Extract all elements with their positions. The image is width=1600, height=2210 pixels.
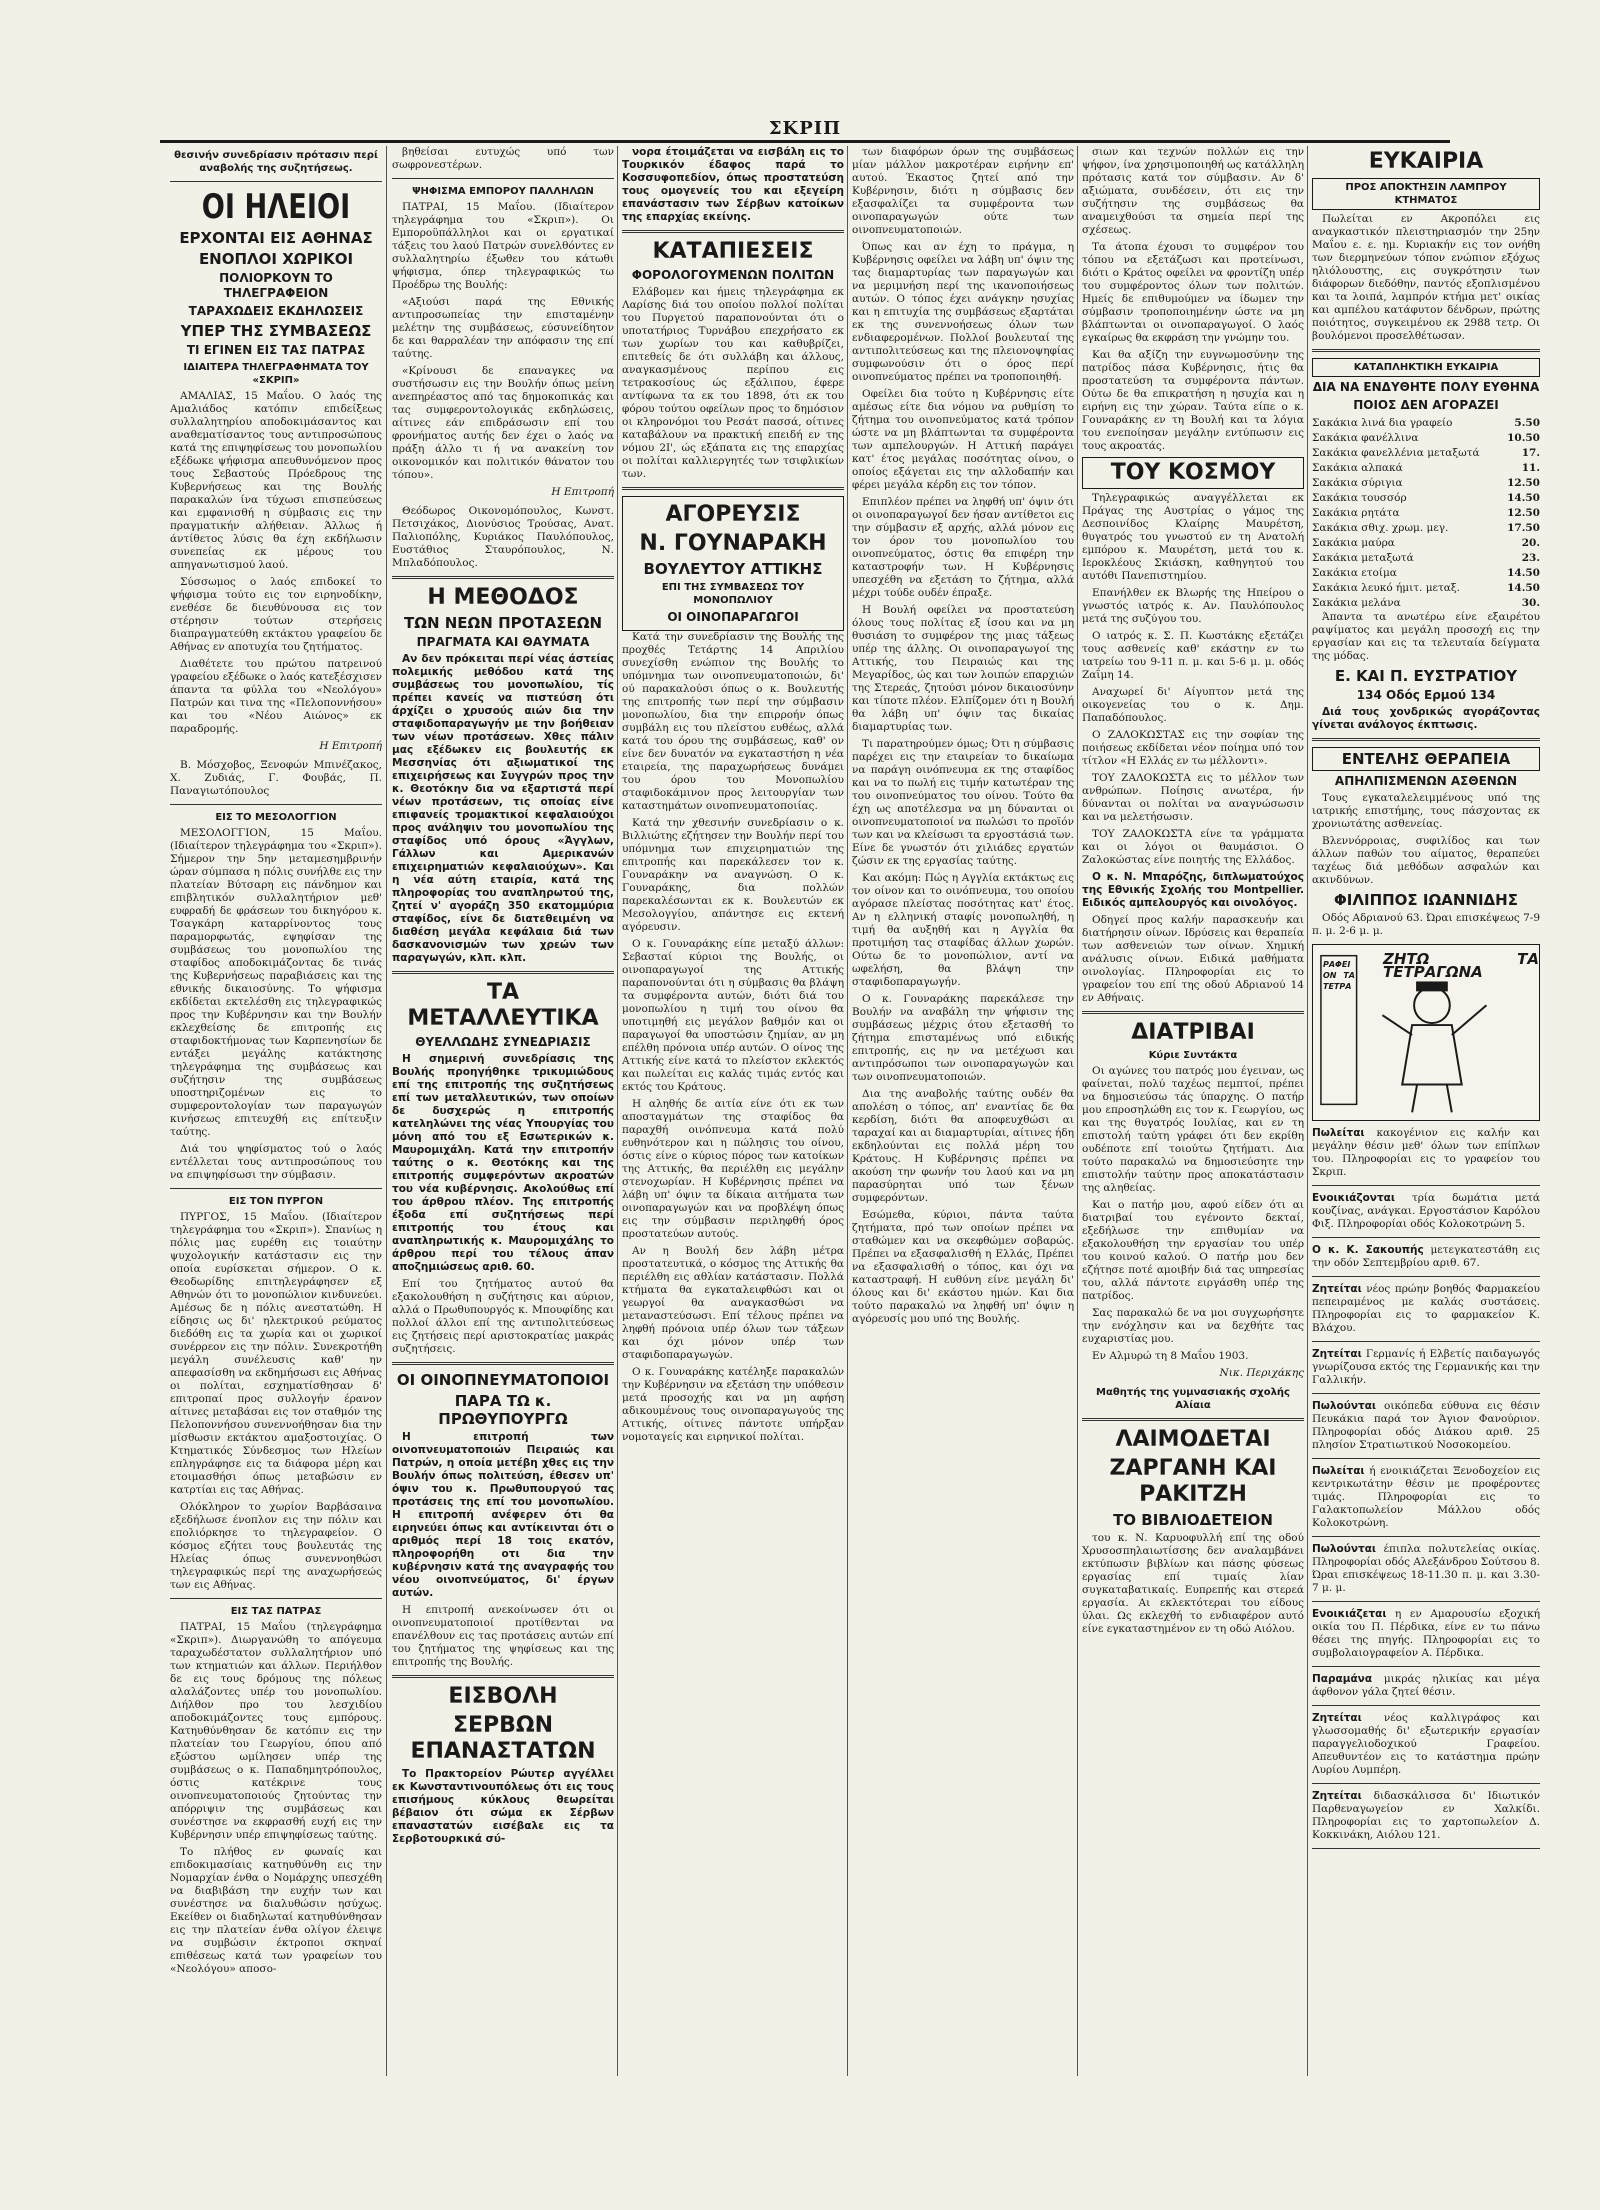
column-rule [617, 146, 618, 2076]
price-value: 14.50 [1507, 567, 1540, 579]
price-item: Σακάκια σθιχ. χρωμ. μεγ. [1312, 522, 1449, 534]
ad-text: νέος πρώην βοηθός Φαρμακείου πεπειραμένος με καλάς συστάσεις. Πληροφορίαι εις το φαρμακείον Κ. Βλάχου. [1312, 1283, 1540, 1334]
paragraph: Η αληθής δε αιτία είνε ότι εκ των αποσταγμάτων της σταφίδος θα παραχθή οινόπνευμα κατά πολύ ευθηνότερον και η πώλησις του οίνου, όστις είνε ο κύριος πόρος των κατοίκων της Αττικής, θα περιέλθη εις μεγάλην στενοχωρίαν. Η Κυβέρνησις πρέπει να λάβη υπ' όψιν τα δίκαια αιτήματα των οινοπαραγωγών και να προβλέψη όπως εις την σύμβασιν περιληφθή όρος προστατεύων αυτούς. [622, 1098, 844, 1240]
divider [1312, 1705, 1540, 1706]
paragraph: «Αξιούσι παρά της Εθνικής αντιπροσωπείας την επισταμένην μελέτην της συμβάσεως, εύσυνείδητον δε και θαρραλέαν την απόφασιν της επί ταύτης. [392, 296, 614, 360]
price-item: Σακάκια φανελλένια μεταξωτά [1312, 447, 1480, 459]
divider [1312, 738, 1540, 741]
classified-ad [1312, 1192, 1540, 1231]
ad-text: έπιπλα πολυτελείας οικίας. Πληροφορίαι οδός Αλεξάνδρου Σούτσου 8. Ώραι επισκέψεως 18-11.30 π. μ. και 3.30-7 μ. μ. [1312, 1543, 1540, 1594]
advertiser-address: 134 Οδός Ερμού 134 [1356, 688, 1496, 702]
divider [392, 178, 614, 179]
paragraph: Πωλείται εν Ακροπόλει εις αναγκαστικόν πλειστηριασμόν την 25ην Μαΐου ε. ε. ημ. Κυριακήν εις τον ονήθη των διερμηνεύων τόπον ενώπιον εξόχως ηλιόλουστης, εις συγκρότησιν των διάφορων διεδόθην, παντός εξοπλισμένου και τα λοιπά, λαμπρόν κτήμα μετ' οικίας και αμπέλου κατάφυτον δένδρων, πρώτης ποιότητος, συγκειμένου εκ 2988 τετρ. Οι βουλόμενοι προσελθέτωσαν. [1312, 213, 1540, 342]
column-rule [386, 146, 387, 2076]
signature-names: Θεόδωρος Οικονομόπουλος, Κωνστ. Πετσιχάκος, Διονύσιος Τρούσας, Ανατ. Παλιοπόλης, Κυριάκος Παυλόπουλος, Ευστάθιος Σταυρόπουλος, Ν. Μπλαδόπουλος. [392, 505, 614, 569]
price-item: Σακάκια μεταξωτά [1312, 552, 1414, 564]
subheadline: ΠΑΡΑ ΤΩ κ. ΠΡΩΘΥΠΟΥΡΓΩ [438, 1392, 568, 1428]
classified-ad [1312, 1712, 1540, 1777]
cartoon-illustration [1312, 944, 1540, 1121]
divider [1312, 1848, 1540, 1849]
paragraph: Βλεννόρροιας, συφιλίδος και των άλλων παθών του αίματος, θεραπεύει ταχέως διά μεθόδων ασφαλών και ακινδύνων. [1312, 835, 1540, 886]
paragraph: Δια της αναβολής ταύτης ουδέν θα απολέση ο τόπος, απ' εναντίας δε θα κερδίση, διότι θα αποφευχθώσι αι ταραχαί και αι διαμαρτυρίαι, αίτινες ήδη εκδηλούνται εις πολλά μέρη του Κράτους. Η Κυβέρνησις πρέπει να ακούση την φωνήν του λαού και να μη παρασύρηται υπό των ξένων συμφερόντων. [852, 1088, 1074, 1204]
divider [170, 1188, 382, 1189]
signature: Νικ. Περιχάκης [1219, 1367, 1304, 1379]
paragraph: Και ακόμη: Πώς η Αγγλία εκτάκτως εις τον οίνον και το οινόπνευμα, του οποίου αγόρασε πλείστας ποσότητας κατ' έτος. Αν η ελληνική σταφίς μονοπωληθή, η τιμή θα αυξηθή και η Αγγλία θα προτιμήση τας σταφίδας άλλων χωρών. Ούτω δε το μονοπώλιον, αντί να ωφελήση, θα βλάψη την σταφιδοπαραγωγήν. [852, 872, 1074, 988]
advertiser-name: ΦΙΛΙΠΠΟΣ ΙΩΑΝΝΙΔΗΣ [1334, 891, 1518, 909]
classified-ad [1312, 1790, 1540, 1842]
paragraph: ΑΜΑΛΙΑΣ, 15 Μαΐου. Ο λαός της Αμαλιάδος κατόπιν επιδείξεως συλλαλητηρίου αποδοκιμάσαντος και αναθεματίσαντος τους αντιπροσώπους κατά της επιψηφίσεως του μονοπωλίου εξέδωκε ψήφισμα απευθυνόμενον προς τους Σεβαστούς Πρόεδρους της Κυβερνήσεως και της Βουλής παρακαλών ίνα τύχωσι επισπεύσεως και εμφανισθή η σύμβασις εις την πραγματικήν αλήθειαν. Άλλως ή άντίθετος λύσις θα έχη εκδήλωσιν συνεπείας εκ μέρους του απηγανωτισμού λαού. [170, 390, 382, 571]
paragraph: Κατά την συνεδρίασιν της Βουλής της προχθές Τετάρτης 14 Απριλίου συνεχίσθη ενώπιον της Βουλής το υπόμνημα των οινοπνευματοποιών, δι' ού παρακαλούσι όπως ο κ. Βουλευτής της επιτροπής των περί την σύμβασιν μονοπωλίου, δια την επιρροήν όπως συμβάλη εις του πλείστου ευθέως, αλλά κατά του όρου της συμβάσεως, καθ' ον είνε δεν δυνατόν να εγκαταστήση η νέα εταιρεία, της παραχωρήσεως δυνάμει του όρου του Μονοπωλίου σταφιδοκάμινον προς λειτουργίαν των καταστημάτων οινοπνευματοποιίας. [622, 631, 844, 812]
price-item: Σακάκια λευκό ήμιτ. μεταξ. [1312, 582, 1460, 594]
divider [1312, 1666, 1540, 1667]
price-row [1312, 491, 1540, 506]
paragraph: Οδηγεί προς καλήν παρασκευήν και διατήρησιν οίνων. Ιδρύσεις και θεραπεία των ασθενειών των οίνων. Χημική ανάλυσις οίνων. Ειδικά μαθήματα οινολογίας. Πληροφορίαι εις το γραφείον του επί της οδού Αδριανού 14 εν Αθήναις. [1082, 914, 1304, 1004]
price-value: 12.50 [1507, 477, 1540, 489]
paragraph: Αν δεν πρόκειται περί νέας άστείας πολεμικής μεθόδου κατά της συμβάσεως του μονοπωλίου, τίς πρέπει κανείς να πιστεύση ότι άρχίζει ο χρυσούς αιών δια την σταφιδοπαραγωγήν με την βοήθειαν των νέων προτάσεων. Χθες πάλιν μας εξέδωκεν εις βουλευτής εκ Μεσσηνίας ότι αξιωματικοί της επιχειρήσεως και Συγγρών προς την κ. Θεοτόκην δια να εξαρτιστά περί νέων προτάσεων, τις οποίας είνε επιφανείς τρομακτικοί κεφαλαιούχοι προς ανάληψιν του μονοπωλίου της σταφίδος υπό όρους «Άγγλων, Γάλλων και Αμερικανών επιχειρηματιών κεφαλαιούχων». Και η νέα αύτη εταιρία, κατά της πληροφορίας του αναπληρωτού της, ζητεί ν' αγοράζη 350 εκατομμύρια σταφίδος, είνε δε διατεθειμένη να διαθέση μεγάλα κεφάλαια διά των δασκανονισμών των χρεών των παραγωγών, κλπ. κλπ. [392, 653, 614, 964]
paragraph: Ο ΖΑΛΟΚΩΣΤΑΣ εις την σοφίαν της ποιήσεως εκδίδεται νέον ποίημα υπό τον τίτλον «Η Ελλάς εν τω μέλλοντι». [1082, 729, 1304, 767]
column-rule [847, 146, 848, 2076]
paragraph: Και θα αξίζη την ευγνωμοσύνην της πατρίδος πάσα Κυβέρνησις, ήτις θα προστατεύση τα συμφέροντα πάντων. Ούτω δε θα επικρατήση η ησυχία και η ειρήνη εις την χώραν. Ταύτα είπε ο κ. Γουναράκης εν τη Βουλή και τα λόγια του ενεποίησαν μεγάλην εντύπωσιν εις τους ακροατάς. [1082, 349, 1304, 452]
paragraph: Εσώμεθα, κύριοι, πάντα ταύτα ζητήματα, πρό των οποίων πρέπει να σταθώμεν και να σκεφθώμεν σοβαρώς. Πρέπει να εξασφαλισθή η Ελλάς, Πρέπει να εξασφαλισθή ο τόπος, και όχι να καταστραφή. Η ευθύνη είνε μεγάλη δι' όλους και δι' εκάστου ημών. Και δια τούτο παρακαλώ να ληφθή υπ' όψιν η αγόρευσίς μου υπό της Βουλής. [852, 1209, 1074, 1325]
divider [170, 181, 382, 182]
subheadline: ΤΑΡΑΧΩΔΕΙΣ ΕΚΔΗΛΩΣΕΙΣ [188, 304, 364, 318]
subheadline: ΤΙ ΕΓΙΝΕΝ ΕΙΣ ΤΑΣ ΠΑΤΡΑΣ [186, 343, 366, 357]
price-row [1312, 566, 1540, 581]
headline: ΔΙΑΤΡΙΒΑΙ [1131, 1020, 1255, 1045]
paragraph: Επί του ζητήματος αυτού θα εξακολουθήση η συζήτησις και αύριον, αλλά ο Πρωθυπουργός κ. Μπουφίδης και πολλοί άλλοι επί της αντιπολιτεύσεως εις ζητήσεις περί αριστοκρατίας μακράς συζητήσεις. [392, 1278, 614, 1355]
divider [392, 1362, 614, 1365]
price-row [1312, 446, 1540, 461]
paragraph: «Κρίνουσι δε επαναγκες να συστήσωσιν εις την Βουλήν όπως μείνη ανεπηρέαστος από τας δημοκοπικάς και τας συμφεροντολογικάς εκδηλώσεις, αίτινες εάν επιδράσωσιν επί του φρονήματος αυτής δεν έχει ο λαός να πράξη άλλο τι ή να ανακείνη τον οικονομικόν και πολιτικόν θάνατον του τόπου». [392, 365, 614, 481]
headline: ΤΑ ΜΕΤΑΛΛΕΥΤΙΚΑ [407, 980, 599, 1031]
price-row [1312, 596, 1540, 611]
subheadline: ΤΟ ΒΙΒΛΙΟΔΕΤΕΙΟΝ [1113, 1511, 1273, 1529]
divider [1082, 1418, 1304, 1421]
divider [170, 804, 382, 805]
classified-ad [1312, 1465, 1540, 1530]
paragraph: των διαφόρων όρων της συμβάσεως μίαν μάλλον μακροτέραν ειρήνην επ' αυτού. Έκαστος ζητεί από την Κυβέρνησιν, διότι η σύμβασις δεν εξασφαλίζει τα συμφέροντα των οινοπαραγωγών ούτε των οινοπνευματοποιών. [852, 146, 1074, 236]
price-value: 30. [1521, 597, 1540, 609]
paragraph: Ο κ. Γουναράκης είπε μεταξύ άλλων: Σεβασταί κύριοι της Βουλής, οι οινοπαραγωγοί της Αττικής παραπονούνται ότι η σύμβασις θα βλάψη τα συμφέροντα αυτών, διότι διά του μονοπωλίου η τιμή του οίνου θα υποτιμηθή εις μεγάλον βαθμόν και οι παραγωγοί θα υποστώσιν ζημίαν, αν μη επέλθη πρόνοια υπέρ αυτών. Ο οίνος της Αττικής είνε κατά το πλείστον εκλεκτός και πωλείται εις καλάς τιμάς εντός και εκτός του Κράτους. [622, 938, 844, 1093]
advertiser-name: Ε. ΚΑΙ Π. ΕΥΣΤΡΑΤΙΟΥ [1334, 667, 1518, 685]
dateline: Εν Αλμυρώ τη 8 Μαΐου 1903. [1092, 1350, 1249, 1362]
price-item: Σακάκια σύριγια [1312, 477, 1403, 489]
ad-text: διδασκάλισσα δι' Ιδιωτικόν Παρθεναγωγείον εν Χαλκίδι. Πληροφορίαι εις το χαρτοπωλείον Δ. Κοκκινάκη, Αιόλου 121. [1312, 1790, 1540, 1841]
speech-header-box [622, 496, 844, 631]
paragraph: Τηλεγραφικώς αναγγέλλεται εκ Πράγας της Αυστρίας ο γάμος της Δεσποινίδος Κλαίρης Μαυρέτση, θυγατρός του γνωστού εν τη Ανατολή εμπόρου κ. Μαυρέτση, μετά του κ. Ιεροκλέους Σκιάσκη, καθηγητού του αυτόθι Πανεπιστημίου. [1082, 492, 1304, 582]
paragraph: Το πλήθος εν φωναίς και επιδοκιμασίαις κατηυθύνθη εις την Νομαρχίαν ένθα ο Νομάρχης υπεσχέθη να διαβιβάση την ευχήν των και συνέστησε να διαλυθώσιν ησύχως. Εκείθεν οι διαδηλωταί κατηυθύνθησαν εις την πλατείαν ένθα ολίγον έλειψε να συμβώσιν έκτροποι σκηναί επιθέσεως κατά των γραφείων του «Νεολόγου» αποσο- [170, 1846, 382, 1975]
price-row [1312, 416, 1540, 431]
subheadline: ΟΙ ΟΙΝΟΠΑΡΑΓΩΓΟΙ [667, 610, 799, 624]
paragraph: Διά του ψηφίσματος τού ο λαός εντέλλεται τους αντιπροσώπους του να επιψηφίσωσι την σύμβασιν. [170, 1143, 382, 1181]
article-fragment: θεσινήν συνεδρίασιν πρότασιν περί αναβολής της συζητήσεως. [174, 150, 378, 174]
ad-lead: Ενοικιάζονται [1312, 1192, 1395, 1204]
headline: ΛΑΙΜΟΔΕΤΑΙ [1115, 1427, 1271, 1452]
subheadline: ΕΠΙ ΤΗΣ ΣΥΜΒΑΣΕΩΣ ΤΟΥ ΜΟΝΟΠΩΛΙΟΥ [661, 582, 805, 606]
ad-lead: Πωλείται [1312, 1465, 1365, 1477]
paragraph: Η Βουλή οφείλει να προστατεύση όλους τους πολίτας εξ ίσου και να μη θυσιάση το συμφέρον της μιας τάξεως υπέρ της άλλης. Οι οινοπαραγωγοί της Αττικής, του Πειραιώς και της Μεγαρίδος, ώς και των λοιπών επαρχιών της Στερεάς, ζητούσι μόνον δικαιοσύνην και τίποτε πλέον. Ελπίζομεν ότι η Βουλή θα λάβη υπ' όψιν τας δικαίας διαμαρτυρίας των. [852, 604, 1074, 733]
paragraph: Ο κ. Γουναράκης κατέληξε παρακαλών την Κυβέρνησιν να εξετάση την υπόθεσιν μετά προσοχής και να μη αφήση αδικουμένους τους οινοπαραγωγούς της Αττικής, οίτινες πάντοτε υπήρξαν νομοταγείς και ειρηνικοί πολίται. [622, 1366, 844, 1443]
price-item: Σακάκια μελάνα [1312, 597, 1401, 609]
price-value: 14.50 [1507, 492, 1540, 504]
price-list [1312, 416, 1540, 611]
masthead-title: ΣΚΡΙΠ [768, 118, 842, 139]
ad-lead: Ο κ. Κ. Σακουπής [1312, 1244, 1424, 1256]
headline: ΖΑΡΓΑΝΗ ΚΑΙ ΡΑΚΙΤΖΗ [1109, 1456, 1277, 1507]
ad-lead: Πωλείται [1312, 1127, 1365, 1139]
ad-lead: Πωλούνται [1312, 1400, 1377, 1412]
subheadline: ΠΟΛΙΟΡΚΟΥΝ ΤΟ ΤΗΛΕΓΡΑΦΕΙΟΝ [219, 271, 333, 300]
column-5 [1082, 146, 1304, 2076]
paragraph: Σας παρακαλώ δε να μοι συγχωρήσητε την ενόχλησιν και να δεχθήτε τας ευχαριστίας μου. [1082, 1307, 1304, 1345]
section-heading: ΤΟΥ ΚΟΣΜΟΥ [1082, 457, 1304, 489]
price-value: 10.50 [1507, 432, 1540, 444]
salutation: Κύριε Συντάκτα [1148, 1050, 1238, 1061]
price-row [1312, 506, 1540, 521]
subheadline: ΣΕΡΒΩΝ ΕΠΑΝΑΣΤΑΤΩΝ [410, 1713, 596, 1764]
signature-note: Μαθητής της γυμνασιακής σχολής Αλίαια [1096, 1387, 1290, 1411]
divider [392, 576, 614, 579]
paragraph: του κ. Ν. Καρυοφυλλή επί της οδού Χρυσοσπηλαιωτίσσης δεν αναλαμβάνει εκτύπωσιν βιβλίων και πάσης φύσεως εργασίας επί τιμαίς λίαν συγκαταβατικαίς. Ευπρεπής και στερεά εργασία. Αι εκλεκτότεραι του είδους ύλαι. Ως εκλεχθή το ενδιαφέρον αυτό είνε εγκαταστημένον εν τη οδώ Αιόλου. [1082, 1532, 1304, 1635]
paragraph: ΠΥΡΓΟΣ, 15 Μαΐου. (Ιδιαίτερον τηλεγράφημα του «Σκριπ»). Σπανίως η πόλις μας ευρέθη εις τοιαύτην ψυχολογικήν κατάστασιν εις την οποία ευρίσκεται σήμερον. Ο κ. Θεοδωρίδης επιτηλεγράφησεν εξ Αθηνών ότι το μονοπώλιον κινδυνεύει. Αμέσως δε η πόλις ανεστατώθη. Η είδησις ως δι' ηλεκτρικού ρεύματος διεδόθη εις τα χωρία και οι χωρικοί συνέρρεον εις την πόλιν. Συνεκροτήθη μεγάλη συνέλευσις καθ' ην απεφασίσθη να εκδημήσωσι εις Αθήνας οι πολίται, εσχηματίσθησαν δ' επιτροπαί προς συλλογήν έρανον αίτινες μεταβάσαι εις τον σταθμόν της Πελοποννήσου συνεννοήθησαν δια την μίσθωσιν εκτάκτου αμαξοστοιχίας. Ο Κτηματικός Σύνδεσμος των Ηλείων επληγράφησε εις τα διάφορα μέρη και ετοιμασθήσι όπως μεταβώσιν εν κατρτίαι εις τας Αθήνας. [170, 1211, 382, 1496]
headline: ΕΥΚΑΙΡΙΑ [1368, 149, 1484, 174]
price-value: 14.50 [1507, 582, 1540, 594]
classified-ad [1312, 1673, 1540, 1699]
column-2 [392, 146, 614, 2076]
classified-ad [1312, 1348, 1540, 1387]
ad-lead: Ζητείται [1312, 1283, 1362, 1295]
paragraph: Τους εγκαταλελειμμένους υπό της ιατρικής επιστήμης, τους πάσχοντας εκ χρονιωτάτης ασθενείας. [1312, 792, 1540, 830]
paragraph: Όπως και αν έχη το πράγμα, η Κυβέρνησις οφείλει να λάβη υπ' όψιν της τας διαμαρτυρίας των παραγωγών και να μεριμνήση περί της ικανοποιήσεως αυτών. Ο τόπος έχει ανάγκην ησυχίας και η επιτυχία της συμβάσεως εξαρτάται εκ της συνεννοήσεως όλων των ενδιαφερομένων. Πολλοί βουλευταί της αντιπολιτεύσεως και της πλειονοψηφίας συμφωνούσιν ότι ο όρος περί οινοπνεύματος πρέπει να τροποποιηθή. [852, 241, 1074, 383]
subheadline: ΠΟΙΟΣ ΔΕΝ ΑΓΟΡΑΖΕΙ [1353, 398, 1499, 412]
headline: ΕΡΧΟΝΤΑΙ ΕΙΣ ΑΘΗΝΑΣ [179, 229, 373, 247]
paragraph: Η επιτροπή των οινοπνευματοποιών Πειραιώς και Πατρών, η οποία μετέβη χθες εις την Βουλήν όπως πολιτεύση, έθεσεν υπ' όψιν του κ. Πρωθυπουργού τας προτάσεις της επί του μονοπωλίου. Η επιτροπή ανέφερεν ότι θα ειρηνεύει όπως και αντίκεινται ότι ο αριθμός περί 18 τοις εκατόν, πληροφορήθη οτι δια την κυβέρνησιν κατά της αναγραφής του νέου οινοπνεύματος, δι' έργων αυτών. [392, 1431, 614, 1599]
section-heading: ΨΗΦΙΣΜΑ ΕΜΠΟΡΟΥ ΠΑΛΛΗΛΩΝ [412, 186, 594, 197]
classified-ad [1312, 1608, 1540, 1660]
paragraph: Σύσσωμος ο λαός επιδοκεί το ψήφισμα τούτο εις τον ειρηνοδίκην, ενεθέσε δε διευθύνουσα εις τον στέρησιν τούτων στερήσεις διαπραγματεύθη εκτάκτου γραφείου δε Αθήνας εν αποτυχία του ζητήματος. [170, 576, 382, 653]
column-rule [1077, 146, 1078, 2076]
paragraph: Η σημερινή συνεδρίασις της Βουλής προηγήθηκε τρικυμιώδους επί της επιτροπής της συζητήσεως επί των μεταλλευτικών, των οποίων δε δυσχερώς η επιτροπής κατεληλώνει της νέας Υπουργίας του μόνη από του εξ Εσωτερικών κ. Μαυρομιχάλη. Κατά την επιτροπήν ταύτης ο κ. Θεοτόκης και της επιτροπής συμφερόντων ακροατών του νέα κυβέρνησις. Ακολούθως επί του άρθρου πλέον. Της επιτροπής έξοδα επί συζητήσεως περί επιτροπής του έτους και αναπληρωτικής κ. Μαυρομιχάλης το άρθρου περί του τέλους άπαν αποζημιώσεως αριθ. 60. [392, 1053, 614, 1273]
column-rule [1307, 146, 1308, 2076]
paragraph: ΠΑΤΡΑΙ, 15 Μαΐου (τηλεγράφημα «Σκριπ»). Διωργανώθη το απόγευμα ταραχωδέστατον συλλαλητήριον υπό των κτηματιών και άλλων. Περιήλθον δε εις τους δρόμους της πόλεως αλαλάζοντες υπέρ του μονοπωλίου. Διήλθον προ του λεσχιδίου αποδοκιμάζοντες τους εμπόρους. Κατηυθύνθησαν δε κατόπιν εις την πλατείαν του Γεωργίου, όπου από εξώστου ωμίλησεν υπέρ της συμβάσεως ο κ. Παπαδημητρόπουλος, όστις κατέκρινε τους οινοπνευματοποιούς ζητούντας την απόρριψιν της συμβάσεως και συνέστησε να εκφρασθή ευχή εις την Κυβέρνησιν υπέρ επιψηφίσεως ταύτης. [170, 1621, 382, 1841]
paragraph: Διαθέτετε του πρώτου πατρεινού γραφείου εξέδωκε ο λαός κατεξέσχισεν άπαντα τα φύλλα του «Νεολόγου» Πατρών και τινα της «Πελοποννήσου» και του «Νέου Αιώνος» εκ παραδρομής. [170, 658, 382, 735]
paragraph: Η επιτροπή ανεκοίνωσεν ότι οι οινοπνευματοποιοί προτίθενται να επανέλθουν εις τας προτάσεις αυτών επί του ζητήματος της ψηφίσεως και της επιτροπής της Βουλής. [392, 1604, 614, 1668]
paragraph: Επιπλέον πρέπει να ληφθή υπ' όψιν ότι οι οινοπαραγωγοί δεν ήσαν αντίθετοι εις την σύμβασιν εξ αρχής, αλλά μόνον εις τον όρον του μονοπωλίου του οινοπνεύματος, όστις θα επιφέρη την καταστροφήν των. Η Κυβέρνησις υπεσχέθη να εξετάση το ζήτημα, αλλά μέχρι τούδε ουδέν έπραξε. [852, 496, 1074, 599]
column-6 [1312, 146, 1540, 2076]
subheadline: ΙΔΙΑΙΤΕΡΑ ΤΗΛΕΓΡΑΦΗΜΑΤΑ ΤΟΥ «ΣΚΡΙΠ» [183, 362, 369, 386]
divider [1312, 1341, 1540, 1342]
divider [1082, 1011, 1304, 1014]
price-value: 17.50 [1507, 522, 1540, 534]
price-item: Σακάκια μαύρα [1312, 537, 1395, 549]
paragraph: Αν η Βουλή δεν λάβη μέτρα προστατευτικά, ο κόσμος της Αττικής θα περιέλθη εις αθλίαν κατάστασιν. Πολλά κτήματα θα εγκαταλειφθώσι και οι γεωργοί θα αναγκασθώσι να μεταναστεύσωσι. Επί τέλους πρέπει να ληφθή πρόνοια υπέρ όλων των τάξεων και όχι μόνον υπέρ των σταφιδοπαραγωγών. [622, 1245, 844, 1361]
price-item: Σακάκια φανέλλινα [1312, 432, 1419, 444]
divider [1312, 1536, 1540, 1537]
paragraph: Αναχωρεί δι' Αίγυπτον μετά της οικογενείας του ο κ. Δημ. Παπαδόπουλος. [1082, 686, 1304, 724]
paragraph: Το Πρακτορείον Ρώυτερ αγγέλλει εκ Κωνσταντινουπόλεως ότι εις τους επισήμους κύκλους θεωρείται βέβαιον ότι σώμα εκ Σέρβων επαναστατών εισέβαλε εις τα Σερβοτουρκικά σύ- [392, 1768, 614, 1845]
paragraph: Κατά την χθεσινήν συνεδρίασιν ο κ. Βιλλιώτης εζήτησεν την Βουλήν περί του υπόμνημα των επιχειρηματιών της επιτροπής και παρεκάλεσεν τον κ. Γουναράκην να αναγνώση. Ο κ. Γουναράκης, δια πολλών παρεκαλέσωνται εκ κ. Βουλευτών εκ Μεσολογγίου, απάντησε εις εκτενή αγόρευσιν. [622, 817, 844, 933]
paragraph: Ελάβομεν και ήμεις τηλεγράφημα εκ Λαρίσης διά του οποίου πολλοί πολίται του Πυργετού παραπονούνται ότι ο υποτατήριος Τυρνάβου επεχρήσατο εκ των χωρίων του και καθυβρίζει, επιτεθείς δε ότι συλλάβη και άλλους, αναγκασμένους περίπου εις τετρακοσίους ώς εξάλιπου, έφερε αντίφωνα τα εκ του 1898, ότι εκ του φόρου τούτου οφείλων προς το δημόσιον οι κληρονόμοι του Ρεσάτ πασσά, οίτινες καταβάλουν να πρακτική επειδή εν της νόμου 2Ι', ώς εξάπατα εις της επαρχίας οι πολίται καλλιεργητές των τσιφλικίων των. [622, 286, 844, 480]
price-row [1312, 536, 1540, 551]
price-value: 23. [1521, 552, 1540, 564]
price-item: Σακάκια αλπακά [1312, 462, 1403, 474]
paragraph: Ολόκληρον το χωρίον Βαρβάσαινα εξεδήλωσε ένοπλον εις την πόλιν και επολιόρκησε το τηλεγραφείον. Ο κόσμος εζήτει τους βουλευτάς της Ηλείας όπως συνεννοηθώσι τηλεγραφικώς περί της αναχωρήσεώς των εις Αθήνας. [170, 1501, 382, 1591]
price-value: 20. [1521, 537, 1540, 549]
headline: ΕΙΣΒΟΛΗ [448, 1684, 558, 1709]
paragraph: σιων και τεχνών πολλών εις την ψήφον, ίνα χρησιμοποιηθή ως κατάλληλη πρότασις κατά τον σύμβασιν. Αν δ' αξιώματα, συνδέσειν, ότι εις την συζήτησιν της συμβάσεως θα αναμειχθούσι τα σημεία περί της σχέσεως. [1082, 146, 1304, 236]
column-3 [622, 146, 844, 2076]
ad-lead: Ζητείται [1312, 1712, 1362, 1724]
paragraph: ΜΕΣΟΛΟΓΓΙΟΝ, 15 Μαΐου. (Ιδιαίτερον τηλεγράφημα του «Σκριπ»). Σήμερον την 5ην μεταμεσημβρινήν ώραν σύμπασα η πόλις συνήλθε εις την πλατείαν Βύτσαρη εις πάνδημον και επιβλητικόν συλλαλητήριον μεθ' ευφραδή δε φράσεων του δικηγόρου κ. Τσαγκάρη καταρρίνοντος τους παραμορφωτάς, εψηφίσαν της συμβάσεως του μονοπωλίου της σταφίδος αποδοκιμάζοντας δε τινάς της Κυβερνήσεως παραβιάσεις και της εθνικής δικαιοσύνης. Το ψήφισμα εκδίδεται εκτελέσθη εις τηλεγραφικώς προς την Κυβέρνησιν και την Βουλήν εκλεχθείσης δε επιτροπής εις σταφιδοκτήμονας των Καρπενησίων δε εντάξει μεγάλης κατάκτησης τηλεγράφημα της συμβάσεως και συζήτησιν της συμβάσεως υποστηριζομένων εις το συμφεροντολογίαν των παραγωγών κινήσεως επιτευχθή εις επίτευξιν ταύτης. [170, 827, 382, 1138]
classified-ad [1312, 1283, 1540, 1335]
ad-text: οικόπεδα εύθυνα εις θέσιν Πευκάκια παρά τον Άγιον Φανούριον. Πληροφορίαι οδός Διάκου αριθ. 25 πλησίον Στρατιωτικού Νοσοκομείου. [1312, 1400, 1540, 1451]
paragraph: Άπαντα τα ανωτέρω είνε εξαιρέτου ραψίματος και μεγάλη προσοχή εις την εργασίαν και εις τα τελευταία δείγματα της μόδας. [1312, 611, 1540, 662]
subheadline: ΤΩΝ ΝΕΩΝ ΠΡΟΤΑΣΕΩΝ [403, 614, 603, 632]
subheadline: ΔΙΑ ΝΑ ΕΝΔΥΘΗΤΕ ΠΟΛΥ ΕΥΘΗΝΑ [1312, 380, 1540, 394]
subheadline: ΚΑΤΑΠΛΗΚΤΙΚΗ ΕΥΚΑΙΡΙΑ [1312, 358, 1540, 377]
masthead [160, 118, 1450, 143]
paragraph: Διά τους χονδρικώς αγοράζοντας γίνεται ανάλογος έκπτωσις. [1312, 706, 1540, 731]
signature: Η Επιτροπή [551, 486, 614, 498]
price-item: Σακάκια λινά δια γραφείο [1312, 417, 1453, 429]
subheadline: ΠΡΟΣ ΑΠΟΚΤΗΣΙΝ ΛΑΜΠΡΟΥ ΚΤΗΜΑΤΟΣ [1312, 178, 1540, 210]
subheadline: ΘΥΕΛΛΩΔΗΣ ΣΥΝΕΔΡΙΑΣΙΣ [415, 1035, 591, 1049]
price-row [1312, 476, 1540, 491]
cartoon-caption: ΖΗΤΩ ΤΑ ΤΕΤΡΑΓΩΝΑ [1383, 950, 1539, 981]
paragraph: Επανήλθεν εκ Βλωρής της Ηπείρου ο γνωστός ιατρός κ. Αν. Παυλόπουλος μετά της συζύγου του. [1082, 587, 1304, 625]
divider [170, 1598, 382, 1599]
paragraph: Οφείλει δια τούτο η Κυβέρνησις είτε αμέσως είτε δια νόμου να ρυθμίση το ζήτημα του οινοπνεύματος κατά τρόπον ώστε να μη βλάπτωνται τα συμφέροντα των αμπελουργών. Η Αττική παράγει κατ' έτος μεγάλας ποσότητας οίνου, ο οποίος εξάγεται εις την αλλοδαπήν και φέρει μεγάλα κέρδη εις τον τόπον. [852, 388, 1074, 491]
divider [1312, 1185, 1540, 1186]
ad-lead: Ζητείται [1312, 1348, 1362, 1360]
divider [1312, 1276, 1540, 1277]
price-row [1312, 461, 1540, 476]
divider [1312, 349, 1540, 352]
cartoon-side-text: ΡΑΦΕΙΟΝ ΤΑ ΤΕΤΡΑ [1323, 960, 1355, 991]
price-value: 17. [1521, 447, 1540, 459]
classified-ad [1312, 1543, 1540, 1595]
ad-lead: Παραμάνα [1312, 1673, 1373, 1685]
section-heading: ΕΙΣ ΤΟΝ ΠΥΡΓΟΝ [228, 1196, 324, 1207]
price-item: Σακάκια ρητάτα [1312, 507, 1400, 519]
price-row [1312, 551, 1540, 566]
paragraph: Οι αγώνες του πατρός μου έγειναν, ως φαίνεται, πολύ ταχέως πεμπτοί, πρέπει να δημοσιεύσω τάς ύπαρχης. Ο πατήρ μου επροσηλώθη εις τον κ. Γεωργίου, ως και της θυγατρός Ιουλίας, και εν τη επιστολή ταύτη γράφει ότι δεν εκρίθη ουδέποτε επί τοιούτω ζητήματι. Δια τούτο παρακαλώ να δημοσιεύσητε την επιστολήν ταύτην προς αποκατάστασιν της αληθείας. [1082, 1065, 1304, 1194]
ad-text: κακογένιον εις καλήν και μεγάλην θέσιν μεθ' όλων των επίπλων του. Πληροφορίαι εις το γραφείον του Σκριπ. [1312, 1127, 1540, 1178]
paragraph: ΤΟΥ ΖΑΛΟΚΩΣΤΑ είνε τα γράμματα και οι λόγοι οι θαυμάσιοι. Ο Ζαλοκώστας είνε ποιητής της Ελλάδος. [1082, 828, 1304, 866]
signature: Η Επιτροπή [319, 740, 382, 752]
ad-lead: Πωλούνται [1312, 1543, 1377, 1555]
classified-ad [1312, 1127, 1540, 1179]
ad-lead: Ζητείται [1312, 1790, 1362, 1802]
section-heading: ΕΙΣ ΤΑΣ ΠΑΤΡΑΣ [230, 1606, 322, 1617]
subheadline: ΒΟΥΛΕΥΤΟΥ ΑΤΤΙΚΗΣ [643, 560, 823, 578]
divider [1312, 1601, 1540, 1602]
ad-text: ή ενοικιάζεται Ξενοδοχείον εις κεντρικωτάτην θέσιν με προφέροντες τιμάς. Πληροφορίαι εις το Γαλακτοπωλείον Μάλλου οδός Κολοκοτρώνη. [1312, 1465, 1540, 1529]
ad-text: τρία δωμάτια μετά κουζίνας, ανάγκαι. Εργοστάσιον Καρόλου Φιξ. Πληροφορίαι οδός Κολοκοτρώνη 5. [1312, 1192, 1540, 1230]
paragraph: νορα έτοιμάζεται να εισβάλη εις το Τουρκικόν έδαφος παρά το Κοσσυφοπεδίον, όπως προστατεύση τους ομογενείς του και εξεγείρη επανάστασιν των Σέρβων κατοίκων της επαρχίας εκείνης. [622, 146, 844, 223]
paragraph: Οδός Αδριανού 63. Ώραι επισκέψεως 7-9 π. μ. 2-6 μ. μ. [1312, 912, 1540, 937]
classified-ads [1312, 1127, 1540, 1849]
divider [622, 230, 844, 233]
classified-ad [1312, 1244, 1540, 1270]
paragraph: ΠΑΤΡΑΙ, 15 Μαΐου. (Ιδιαίτερον τηλεγράφημα του «Σκριπ»). Οι Εμποροϋπάλληλοι και οι εργατικαί τάξεις του λαού Πατρών συνελθόντες εν συλλαλητηρίω έξωθεν του κάτωθι ψήφισμα, όπερ τηλεγραφικώς τω Προέδρω της Βουλής: [392, 201, 614, 291]
subheadline: ΠΡΑΓΜΑΤΑ ΚΑΙ ΘΑΥΜΑΤΑ [416, 635, 590, 649]
paragraph: Και ο πατήρ μου, αφού είδεν ότι αι διατριβαί του εγένοντο δεκταί, εξεδήλωσε την επιθυμίαν να εξακολουθήση την εργασίαν του υπέρ του κοινού καλού. Ο πατήρ μου δεν εζήτησε ποτέ αμοιβήν διά τας υπηρεσίας του, αλλά πάντοτε ειργάσθη υπέρ της πατρίδος. [1082, 1199, 1304, 1302]
divider [1312, 1458, 1540, 1459]
section-heading: ΕΙΣ ΤΟ ΜΕΣΟΛΟΓΓΙΟΝ [215, 812, 337, 823]
headline: Η ΜΕΘΟΔΟΣ [427, 585, 579, 610]
headline: ΚΑΤΑΠΙΕΣΕΙΣ [652, 239, 814, 264]
price-item: Σακάκια ετοίμα [1312, 567, 1397, 579]
price-value: 12.50 [1507, 507, 1540, 519]
price-row [1312, 581, 1540, 596]
divider [1312, 1393, 1540, 1394]
paragraph: βηθείσαι ευτυχώς υπό των σωφρονεστέρων. [392, 146, 614, 171]
signature-names: Β. Μόσχοβος, Ξενοφών Μπινέζακος, Χ. Ζυδιάς, Γ. Φουβάς, Π. Παναγιωτόπουλος [170, 759, 382, 797]
ad-text: Γερμανίς ή Ελβετίς παιδαγωγός γνωρίζουσα εκτός της Γερμανικής και την Γαλλικήν. [1312, 1348, 1540, 1386]
paragraph: Τα άτοπα έχουσι το συμφέρον του τόπου να εξετάζωσι και προτείνωσι, διότι ο Κράτος οφείλει να φροντίζη υπέρ του συμφέροντος όλων των πολιτών. Ημείς δε επιθυμούμεν να ίδωμεν την σύμβασιν τροποποιημένην ώστε να μη βλάπτωνται οι οινοπαραγωγοί. Ο λαός εγκαίρως θα εκφράση την γνώμην του. [1082, 241, 1304, 344]
paragraph: ΤΟΥ ΖΑΛΟΚΩΣΤΑ εις το μέλλον των ανθρώπων. Ποίησις ανωτέρα, ήν δύνανται οι πολίται να αναγνώσωσιν και να μελετήσωσιν. [1082, 772, 1304, 823]
headline: ΕΝΤΕΛΗΣ ΘΕΡΑΠΕΙΑ [1312, 747, 1540, 771]
headline: Ν. ΓΟΥΝΑΡΑΚΗ [639, 531, 827, 556]
divider [622, 487, 844, 490]
divider [1312, 1237, 1540, 1238]
headline: ΟΙ ΟΙΝΟΠΝΕΥΜΑΤΟΠΟΙΟΙ [396, 1371, 610, 1389]
price-value: 11. [1521, 462, 1540, 474]
price-row [1312, 521, 1540, 536]
divider [392, 971, 614, 974]
subheadline: ΑΠΗΛΠΙΣΜΕΝΩΝ ΑΣΘΕΝΩΝ [1334, 774, 1518, 788]
paragraph: Ο κ. Ν. Μπαρόζης, διπλωματούχος της Εθνικής Σχολής του Montpellier. Ειδικός αμπελουργός και οινολόγος. [1082, 871, 1304, 909]
subheadline: ΥΠΕΡ ΤΗΣ ΣΥΜΒΑΣΕΩΣ [180, 322, 372, 340]
price-row [1312, 431, 1540, 446]
ad-text: η εν Αμαρουσίω εξοχική οικία του Π. Πέρδικα, είνε εν τω πάνω θέσει της πηγής. Πληροφορίαι εις το συμβολαιογραφείον Α. Πέρδικα. [1312, 1608, 1540, 1659]
price-item: Σακάκια τουσσόρ [1312, 492, 1407, 504]
paragraph: Ο ιατρός κ. Σ. Π. Κωστάκης εξετάζει τους ασθενείς καθ' εκάστην εν τω ιατρείω του 9-11 π. μ. και 5-6 μ. μ. οδός Ζαΐμη 14. [1082, 630, 1304, 681]
price-value: 5.50 [1514, 417, 1540, 429]
ad-text: νέος καλλιγράφος και γλωσσομαθής δι' εξωτερικήν εργασίαν παραγγελιοδοχικού Γραφείου. Απευθυντέον εις το κατάστημα πρώην Λυρίου Λυμπέρη. [1312, 1712, 1540, 1776]
paragraph: Ο κ. Γουναράκης παρεκάλεσε την Βουλήν να αναβάλη την ψήφισιν της συμβάσεως μέχρις ότου εξετασθή το ζήτημα επισταμένως υπό ειδικής επιτροπής, εις ην να μετέχωσι και αντιπρόσωποι των οινοπαραγωγών και των οινοπνευματοποιών. [852, 993, 1074, 1083]
classified-ad [1312, 1400, 1540, 1452]
headline: ΟΙ ΗΛΕΙΟΙ [201, 187, 351, 227]
divider [1312, 1783, 1540, 1784]
column-4 [852, 146, 1074, 2076]
subheadline: ΦΟΡΟΛΟΓΟΥΜΕΝΩΝ ΠΟΛΙΤΩΝ [631, 268, 835, 282]
column-1 [170, 146, 382, 2076]
subheadline: ΕΝΟΠΛΟΙ ΧΩΡΙΚΟΙ [198, 250, 354, 268]
divider [392, 1675, 614, 1678]
ad-text: μετεγκατεστάθη εις την οδόν Σεπτεμβρίου αριθ. 67. [1312, 1244, 1540, 1269]
ad-text: μικράς ηλικίας και μέγα άφθονον γάλα ζητεί θέσιν. [1312, 1673, 1540, 1698]
ad-lead: Ενοικιάζεται [1312, 1608, 1387, 1620]
headline: ΑΓΟΡΕΥΣΙΣ [665, 502, 801, 527]
paragraph: Τι παρατηρούμεν όμως; Ότι η σύμβασις παρέχει εις την εταιρείαν το δικαίωμα να παράγη οινόπνευμα εκ της σταφίδος και να το πωλή εις τιμήν κατωτέραν της του οινοπνεύματος του οίνου. Τούτο θα έχη ως αποτέλεσμα να μη δύνανται οι οινοπνευματοποιοί να πωλώσι το προϊόν των και να κλείσωσι τα εργοστάσιά των. Είνε δε γνωστόν ότι χιλιάδες εργατών ζώσιν εκ της εργασίας ταύτης. [852, 738, 1074, 867]
